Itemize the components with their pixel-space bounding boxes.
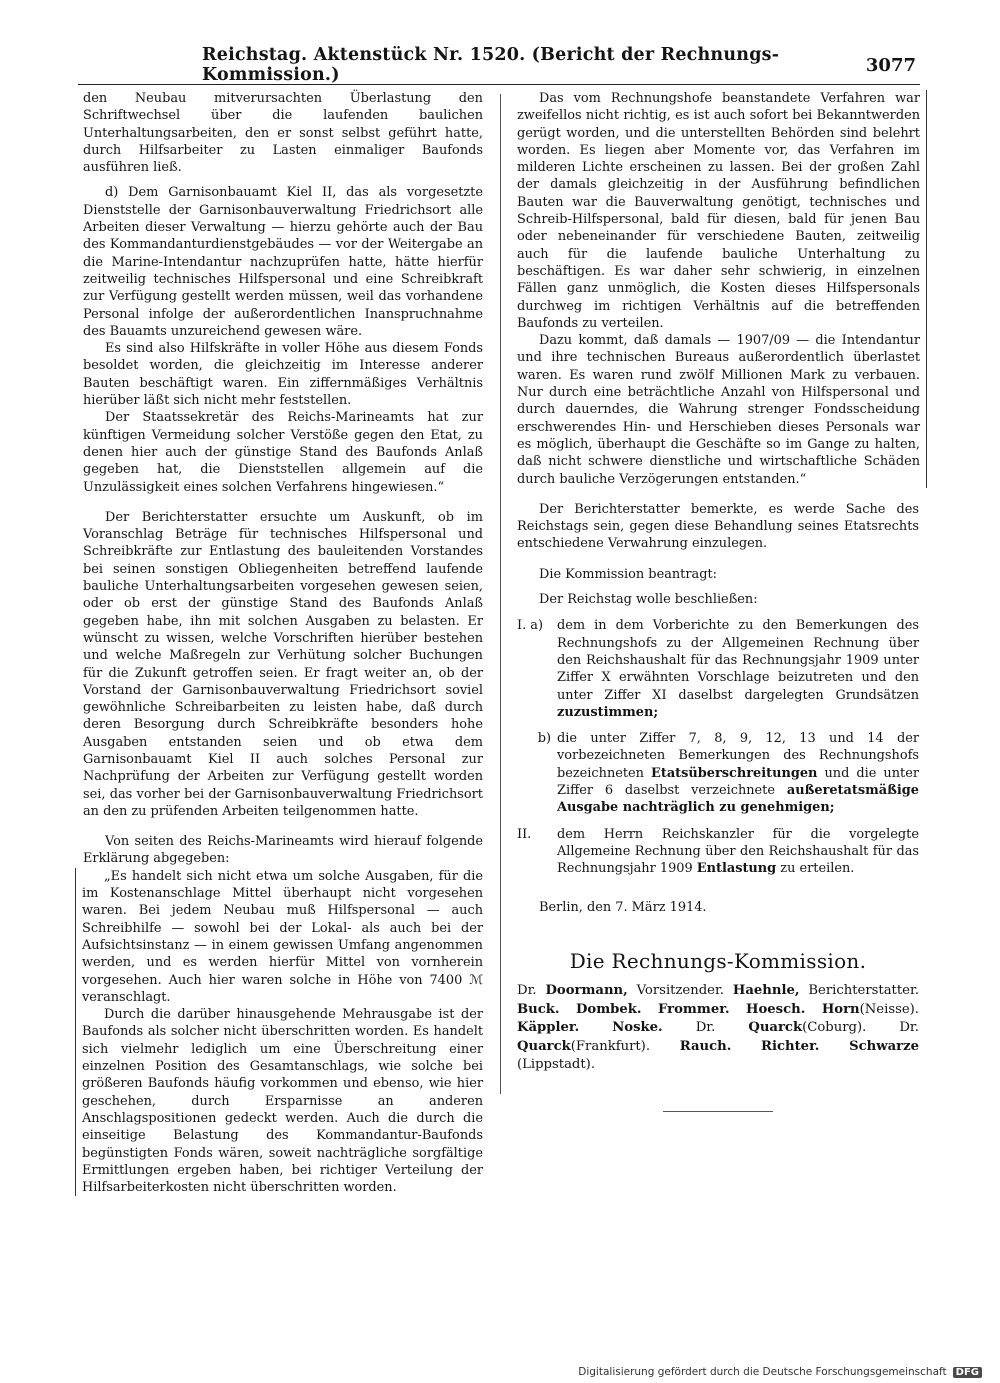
item-number: b) xyxy=(537,731,551,747)
closing-rule xyxy=(663,1111,773,1112)
paragraph: Das vom Rechnungshofe beanstandete Verfahren war zweifellos nicht richtig, es ist auch sofort bei Bekanntwerden gerügt worden, und die unterstellten Behörden sind belehrt worden. Es liegen aber Momente vor, das Verfahren im milderen Lichte erscheinen zu lassen. Bei der großen Zahl der damals gleichzeitig in der Ausführung befindlichen Bauten war die Bauverwaltung genötigt, technisches und Schreib-Hilfspersonal, bald für diesen, bald für jenen Bau oder nebeneinander für verschiedene Bauten, zeitweilig auch für die laufende bauliche Unterhaltung zu beschäftigen. Es war daher sehr schwierig, in einzelnen Fällen ganz unmöglich, die Kosten dieses Hilfspersonals durchweg im richtigen Verhältnis auf die betreffenden Baufonds zu verteilen. xyxy=(517,91,920,331)
quoted-statement-continued xyxy=(517,90,927,488)
paragraph: Durch die darüber hinausgehende Mehrausgabe ist der Baufonds als solcher nicht überschritten worden. Es handelt sich vielmehr lediglich um eine Überschreitung einer einzelnen Position des Gesamtanschlags, wie solche bei größeren Baufonds häufig vorkommen und ebenso, wie hier geschehen, durch Ersparnisse an anderen Anschlagspositionen gedeckt werden. Auch die durch die einseitige Belastung des Kommandantur-Baufonds begünstigten Fonds wären, soweit nachträgliche sorgfältige Ermittlungen ergeben haben, bei richtiger Verteilung der Hilfsarbeiterkosten nicht überschritten worden. xyxy=(82,1007,483,1196)
item-number: I. a) xyxy=(517,618,544,634)
paragraph: Von seiten des Reichs-Marineamts wird hierauf folgende Erklärung abgegeben: xyxy=(83,834,483,867)
name-prefix: Dr. xyxy=(695,1020,716,1036)
signatory-name: Käppler. xyxy=(517,1020,580,1036)
signature-block xyxy=(517,982,919,1075)
item-text-part: die unter Ziffer 7, 8, 9, 12, 13 und 14 der vorbezeichneten Bemerkungen des Rechnungshofs bezeichneten xyxy=(557,731,919,781)
signatory-name: Dombek. xyxy=(576,1001,642,1017)
signatory-role: Vorsitzender. xyxy=(636,983,725,999)
paragraph: „Es handelt sich nicht etwa um solche Ausgaben, für die im Kostenanschlage Mittel überhaupt nicht vorgesehen waren. Bei jedem Neubau muß Hilfspersonal — auch Schreibhilfe — sowohl bei der Lokal- als auch bei der Aufsichtsinstanz — in einem gewissen Umfang angenommen werden, und es werden hierfür Mittel von vornherein vorgesehen. Auch hier waren solche in Höhe von 7400 ℳ veranschlagt. xyxy=(82,868,483,1005)
signatory-name: Doormann, xyxy=(545,983,628,999)
signatory-name: Buck. xyxy=(517,1001,560,1017)
list-item xyxy=(517,730,919,816)
footer-credit xyxy=(578,1366,982,1378)
paragraph: Die Kommission beantragt: xyxy=(539,566,717,582)
paragraph: Der Berichterstatter ersuchte um Auskunft, ob im Voranschlag Beträge für technisches Hilfspersonal und Schreibkräfte zur Entlastung des bauleitenden Vorstandes bei seinen sonstigen Obliegenheiten betreffend laufende bauliche Unterhaltungsarbeiten vorgesehen gewesen seien, oder ob erst der günstige Stand des Baufonds Anlaß gegeben habe, ihn mit solchen Ausgaben zu belasten. Er wünscht zu wissen, welche Vorschriften hierüber bestehen und welche Maßregeln zur Verhütung solcher Buchungen für die Zukunft getroffen seien. Er fragt weiter an, ob der Vorstand der Garnisonbauverwaltung Friedrichsort soviel gewöhnliche Schreibarbeiten zu leisten habe, daß durch deren Besorgung durch Schreibkräfte besonders hohe Ausgaben entstanden seien und ob etwa dem Garnisonbauamt Kiel II auch solches Personal zur Nachprüfung der Arbeiten zur Verfügung gestellt worden sei, das vorher bei der Garnisonbauverwaltung Friedrichsort an den zu prüfenden Arbeiten teilgenommen hatte. xyxy=(83,509,483,819)
signatory-note: (Lippstadt). xyxy=(517,1057,596,1073)
item-bold-text: außeretatsmäßige Ausgabe nachträglich zu genehmigen; xyxy=(557,782,919,816)
paragraph: Der Staatssekretär des Reichs-Marineamts hat zur künftigen Vermeidung solcher Verstöße gegen den Etat, zu denen hier auch der günstige Stand des Baufonds Anlaß gegeben hat, die Dienststellen allgemein auf die Unzulässigkeit eines solchen Verfahrens hingewiesen.“ xyxy=(83,410,483,495)
paragraph: Dazu kommt, daß damals — 1907/09 — die Intendantur und ihre technischen Bureaus außerordentlich überlastet waren. Es waren rund zwölf Millionen Mark zu verbauen. Nur durch eine beträchtliche Anzahl von Hilfspersonal und durch dauerndes, die Wahrung strenger Fondsscheidung erschwerendes Hin- und Herschieben dieses Personals war es möglich, überhaupt die Geschäfte so im Gange zu halten, daß nicht schwere dienstliche und wirtschaftliche Schäden durch bauliche Verzögerungen entstanden.“ xyxy=(517,333,920,487)
signatory-name: Noske. xyxy=(612,1020,663,1036)
footer-text: Digitalisierung gefördert durch die Deutsche Forschungsgemeinschaft xyxy=(578,1366,947,1378)
item-text-part: dem in dem Vorberichte zu den Bemerkungen des Rechnungshofs zu der Allgemeinen Rechnung über den Reichshaushalt für das Rechnungsjahr 1909 unter Ziffer X erwähnten Vorschlage beizutreten und den unter Ziffer XI daselbst dargelegten Grundsätzen xyxy=(557,618,919,703)
list-item xyxy=(517,826,919,878)
paragraph: Der Reichstag wolle beschließen: xyxy=(539,592,758,608)
quoted-statement xyxy=(75,868,483,1197)
column-divider xyxy=(500,94,501,1094)
left-column xyxy=(83,90,483,1196)
signatory-note: (Frankfurt). xyxy=(570,1038,651,1054)
header-rule xyxy=(78,84,920,85)
item-bold-text: Etatsüberschreitungen xyxy=(651,765,818,781)
item-text-part: und die unter Ziffer 6 daselbst verzeichnete xyxy=(557,765,919,798)
item-text xyxy=(557,826,919,878)
signatory-name: Quarck xyxy=(517,1038,571,1054)
dfg-logo: DFG xyxy=(953,1367,982,1378)
signatory-name: Rauch. xyxy=(679,1038,732,1054)
signatory-name: Hoesch. xyxy=(746,1001,806,1017)
signatory-name: Richter. xyxy=(761,1038,820,1054)
dateline: Berlin, den 7. März 1914. xyxy=(539,900,707,916)
signatory-name: Schwarze xyxy=(849,1038,919,1054)
page-number: 3077 xyxy=(865,54,916,76)
list-item xyxy=(517,617,919,721)
item-number: II. xyxy=(517,826,532,842)
signatory-name: Quarck xyxy=(748,1020,803,1036)
paragraph: Der Berichterstatter bemerkte, es werde Sache des Reichstags sein, gegen diese Behandlung seines Etatsrechts entschiedene Verwahrung einzulegen. xyxy=(517,501,919,552)
motion-list xyxy=(517,617,919,877)
name-prefix: Dr. xyxy=(899,1020,919,1036)
signatory-name: Haehnle, xyxy=(732,983,800,999)
item-text xyxy=(557,617,919,721)
paragraph: den Neubau mitverursachten Überlastung den Schriftwechsel über die laufenden baulichen Unterhaltungsarbeiten, den er sonst selbst geführt hatte, durch Hilfsarbeiter zu Lasten einmaliger Baufonds ausführen ließ. xyxy=(83,91,483,176)
item-text-part: dem Herrn Reichskanzler für die vorgelegte Allgemeine Rechnung über den Reichshaushalt für das Rechnungsjahr 1909 xyxy=(557,826,919,877)
item-bold-text: zuzustimmen; xyxy=(557,704,659,720)
signatory-note: (Coburg). xyxy=(802,1020,867,1036)
name-prefix: Dr. xyxy=(517,983,537,999)
signatory-note: (Neisse). xyxy=(859,1001,919,1017)
header-title: Reichstag. Aktenstück Nr. 1520. (Bericht der Rechnungs-Kommission.) xyxy=(202,45,780,85)
signatory-name: Frommer. xyxy=(658,1001,730,1017)
signatory-role: Berichterstatter. xyxy=(808,983,920,999)
page-header xyxy=(78,45,920,85)
paragraph: d) Dem Garnisonbauamt Kiel II, das als vorgesetzte Dienststelle der Garnisonbauverwaltung Friedrichsort alle Arbeiten dieser Verwaltung — hierzu gehörte auch der Bau des Kommandanturdienstgebäudes — vor der Weitergabe an die Marine-Intendantur nachzuprüfen hatte, hätte hierfür zeitweilig technisches Hilfspersonal und eine Schreibkraft zur Verfügung gestellt werden müssen, weil das vorhandene Personal infolge der außerordentlichen Inanspruchnahme des Bauamts unzureichend gewesen wäre. xyxy=(83,185,483,339)
item-bold-text: Entlastung xyxy=(696,861,777,877)
item-text-part: zu erteilen. xyxy=(780,861,855,877)
signatory-name: Horn xyxy=(821,1001,860,1017)
signature-heading: Die Rechnungs-Kommission. xyxy=(569,948,867,973)
item-text xyxy=(557,730,919,816)
paragraph: Es sind also Hilfskräfte in voller Höhe aus diesem Fonds besoldet worden, die gleichzeitig im Interesse anderer Bauten beschäftigt waren. Ein ziffernmäßiges Verhältnis hierüber läßt sich nicht mehr feststellen. xyxy=(83,341,483,409)
right-column xyxy=(517,90,919,1112)
